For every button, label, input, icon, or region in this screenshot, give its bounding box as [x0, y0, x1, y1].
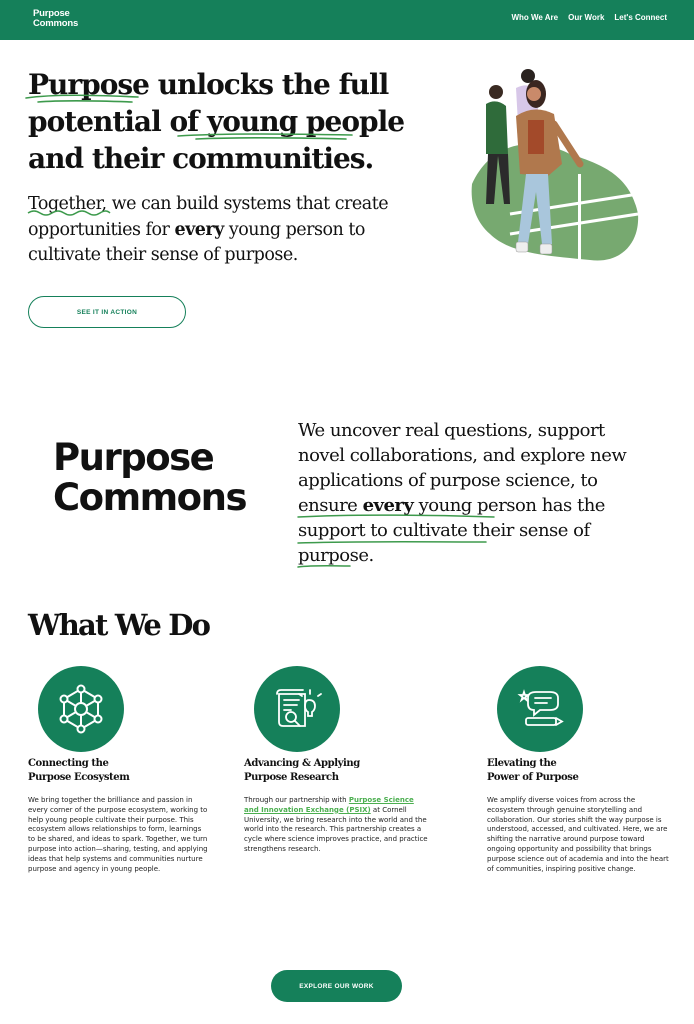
big-logo-line2: Commons: [53, 476, 246, 519]
mission-text-end: young person has the support to cultivate their sense of purpose.: [298, 495, 605, 566]
network-icon: [38, 666, 124, 752]
column-ecosystem: [28, 666, 208, 873]
site-header: [0, 0, 694, 40]
psix-link[interactable]: Purpose Science and Innovation Exchange (PSIX): [244, 796, 414, 814]
column-body-research: [244, 796, 428, 855]
column-title-storytelling: [487, 757, 687, 785]
column-title-ecosystem: [28, 757, 228, 785]
logo-line1: Purpose: [33, 8, 70, 19]
column-body-ecosystem: We bring together the brilliance and passion in every corner of the purpose ecosystem, working to help young people cultivate their purpose. This ecosystem allows relationships to form, learnings to be shared, and ideas to spark. Together, we turn purpose into action—sharing, testing, and applying ideas that help systems and communities nurture purpose and agency in young people.: [28, 796, 208, 873]
body-after: at Cornell University, we bring research into the world and the world into the research. This partnership creates a cycle where science improves practice, and practice strengthens research.: [244, 805, 428, 853]
explore-our-work-button[interactable]: EXPLORE OUR WORK: [271, 970, 402, 1002]
hero-sub-together: Together: [28, 194, 102, 214]
column-research: [244, 666, 428, 853]
body-before: Through our partnership with: [244, 796, 349, 804]
nav-our-work[interactable]: Our Work: [568, 13, 605, 22]
title-line1: Elevating the: [487, 758, 557, 769]
hero-sub-every: every: [174, 219, 224, 240]
people-walking-illustration: [470, 64, 642, 270]
hero-title-young-people: young people: [206, 105, 405, 138]
what-we-do-heading: What We Do: [28, 608, 210, 642]
hero-sub-end: young person to cultivate their sense of purpose.: [28, 219, 365, 265]
hero-title-mid: unlocks the full potential of: [28, 68, 389, 138]
main-nav: [511, 13, 667, 22]
storytelling-icon: [497, 666, 583, 752]
title-line2: Purpose Ecosystem: [28, 772, 130, 783]
logo-line2: Commons: [33, 18, 79, 29]
hero-subtitle: [28, 192, 438, 269]
mission-underline-swash-1: [296, 512, 496, 522]
title-line2: Power of Purpose: [487, 772, 579, 783]
column-storytelling: [487, 666, 669, 873]
column-title-research: [244, 757, 444, 785]
hero-sub-mid: , we can build systems that create opportunities for: [28, 194, 389, 240]
big-logo-line1: Purpose: [53, 436, 214, 479]
see-it-in-action-button[interactable]: SEE IT IN ACTION: [28, 296, 186, 328]
hero-title-purpose: Purpose: [28, 68, 149, 101]
hero-title-end: and their communities.: [28, 142, 374, 175]
mission-every: every: [362, 495, 414, 516]
mission-underline-swash-3: [296, 562, 352, 572]
title-line1: Connecting the: [28, 758, 109, 769]
together-underline-swash: [26, 208, 112, 218]
column-body-storytelling: We amplify diverse voices from across the ecosystem through genuine storytelling and collaboration. Our stories shift the way purpose is understood, accessed, and cultivated. Here, we are shifting the narrative around purpose toward ongoing opportunity and possibility that brings purpose science out of academia and into the heart of communities, inspiring positive change.: [487, 796, 669, 873]
nav-who-we-are[interactable]: Who We Are: [511, 13, 559, 22]
mission-underline-swash-2: [296, 538, 488, 548]
nav-lets-connect[interactable]: Let's Connect: [614, 13, 667, 22]
young-people-underline-swash: [176, 130, 356, 142]
title-underline-swash: [24, 93, 142, 105]
title-line1: Advancing & Applying: [244, 758, 360, 769]
title-line2: Purpose Research: [244, 772, 339, 783]
header-logo[interactable]: [33, 9, 78, 29]
purpose-commons-logo: [53, 438, 246, 518]
mission-text-start: We uncover real questions, support novel collaborations, and explore new applications of purpose science, to ensure: [298, 420, 627, 516]
research-scroll-icon: [254, 666, 340, 752]
hero-title: [28, 66, 448, 177]
